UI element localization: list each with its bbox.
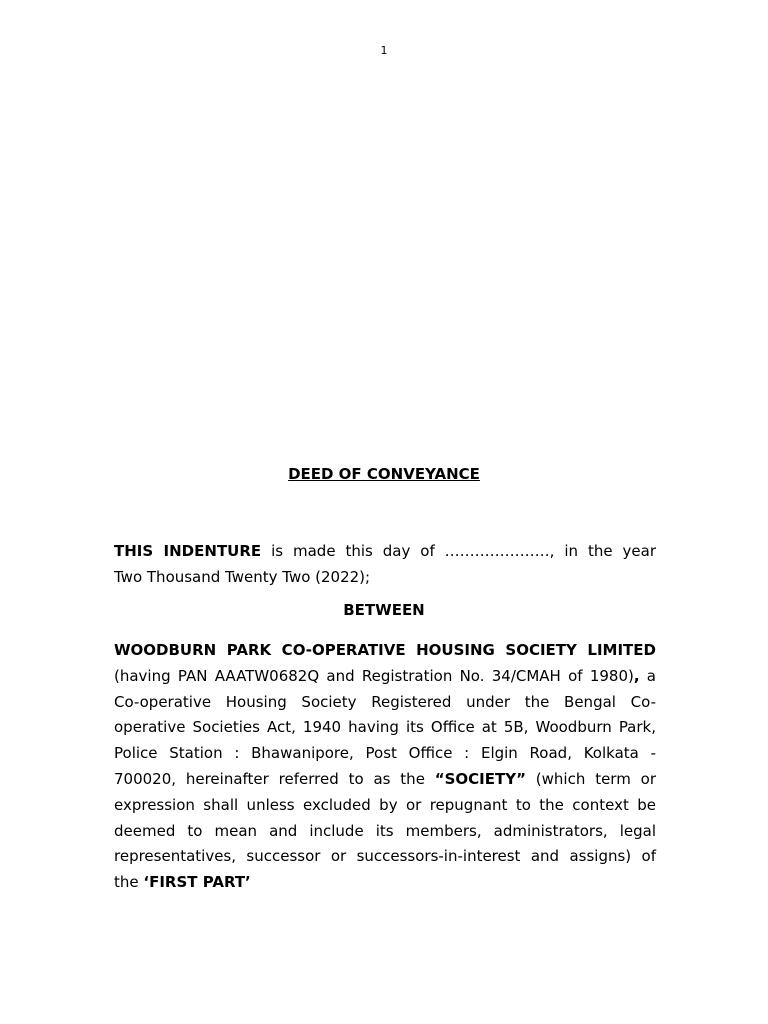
document-title: DEED OF CONVEYANCE	[288, 465, 480, 483]
first-party-paragraph	[114, 638, 656, 896]
society-line-7: expression shall unless excluded by or repugnant to the context be	[114, 795, 656, 814]
society-name: WOODBURN PARK CO-OPERATIVE HOUSING SOCIETY LIMITED	[114, 641, 656, 659]
society-line-4: operative Societies Act, 1940 having its Office at 5B, Woodburn Park,	[114, 718, 656, 737]
indenture-line-1	[114, 538, 656, 564]
society-line-10-a: the	[114, 873, 144, 892]
society-name-line	[114, 638, 656, 664]
society-line-8: deemed to mean and include its members, administrators, legal	[114, 821, 656, 840]
society-line-2	[114, 664, 656, 690]
society-pan-tail: a	[639, 666, 656, 685]
society-line-10	[114, 870, 656, 896]
society-pan-comma: ,	[633, 666, 640, 685]
society-line-5: Police Station : Bhawanipore, Post Office : Elgin Road, Kolkata -	[114, 744, 656, 763]
between-heading: BETWEEN	[343, 601, 425, 619]
indenture-lead: THIS INDENTURE	[114, 542, 262, 560]
page-number: 1	[380, 44, 388, 57]
society-term: “SOCIETY”	[434, 769, 526, 788]
indenture-line-2: Two Thousand Twenty Two (2022);	[114, 568, 371, 586]
society-line-6-b: (which term or	[525, 769, 656, 788]
society-line-9: representatives, successor or successors-in-interest and assigns) of	[114, 847, 656, 866]
society-pan-text: (having PAN AAATW0682Q and Registration No. 34/CMAH of 1980)	[114, 666, 634, 685]
society-line-3: Co-operative Housing Society Registered under the Bengal Co-	[114, 692, 656, 711]
indenture-paragraph	[114, 538, 656, 590]
first-part-label: ‘FIRST PART’	[143, 873, 251, 892]
society-line-6	[114, 767, 656, 793]
society-line-6-a: 700020, hereinafter referred to as the	[114, 769, 435, 788]
indenture-text-1: is made this day of …………………, in the year	[261, 542, 656, 560]
